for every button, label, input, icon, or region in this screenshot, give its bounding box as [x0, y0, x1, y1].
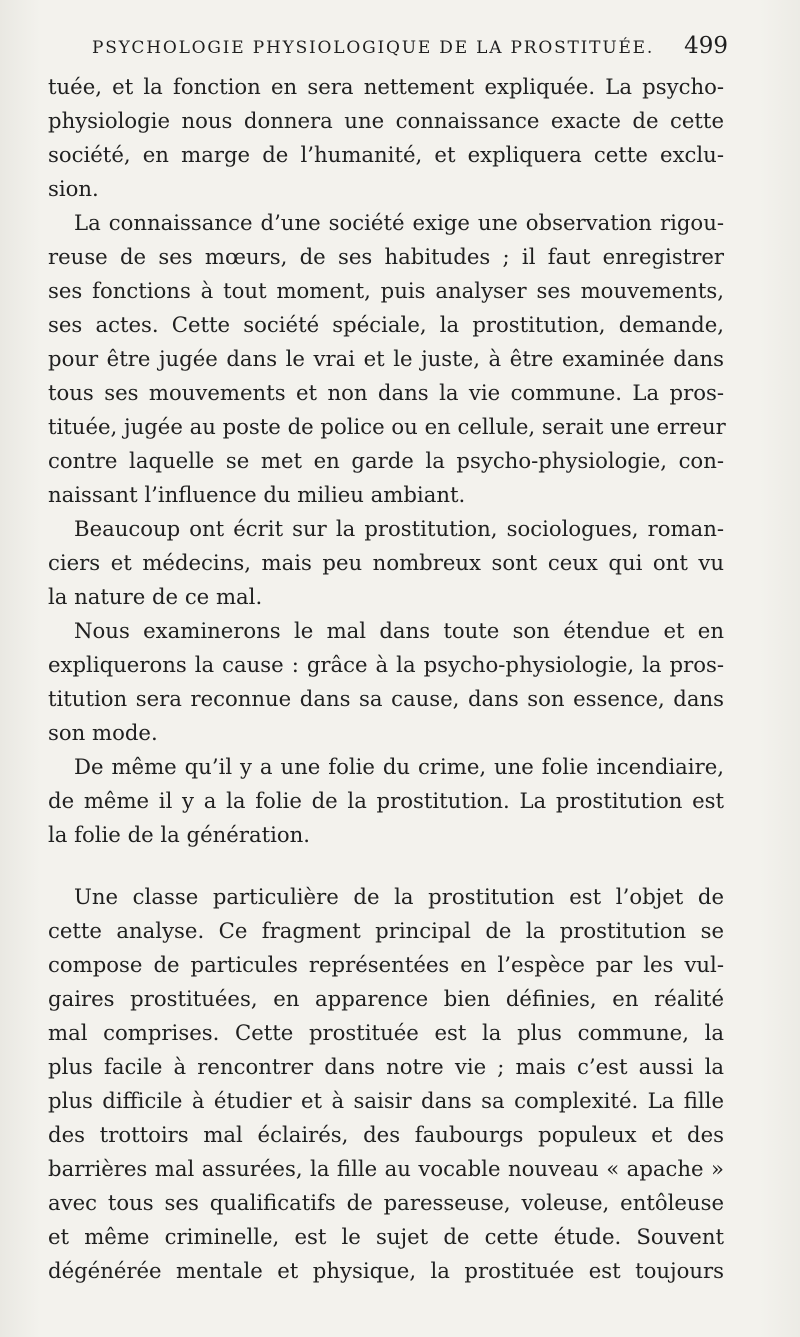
text-line: tous ses mouvements et non dans la vie commune. La pros- [48, 380, 724, 405]
text-line: physiologie nous donnera une connaissance exacte de cette [48, 108, 724, 133]
text-line: La connaissance d’une société exige une observation rigou- [74, 210, 724, 235]
text-line: Beaucoup ont écrit sur la prostitution, sociologues, roman- [74, 516, 724, 541]
text-line: avec tous ses qualificatifs de paresseuse, voleuse, entôleuse [48, 1190, 724, 1215]
text-line: gaires prostituées, en apparence bien définies, en réalité [48, 986, 724, 1011]
text-line: et même criminelle, est le sujet de cette étude. Souvent [48, 1224, 724, 1249]
text-line: ses fonctions à tout moment, puis analyser ses mouvements, [48, 278, 724, 303]
running-head [48, 33, 728, 64]
text-line: Nous examinerons le mal dans toute son étendue et en [74, 618, 724, 643]
text-line: ses actes. Cette société spéciale, la prostitution, demande, [48, 312, 724, 337]
text-line: des trottoirs mal éclairés, des faubourgs populeux et des [48, 1122, 724, 1147]
page-number: 499 [684, 33, 728, 59]
text-line: compose de particules représentées en l’espèce par les vul- [48, 952, 724, 977]
paragraph-3 [48, 512, 724, 614]
paragraph-4 [48, 614, 724, 750]
text-line: de même il y a la folie de la prostitution. La prostitution est [48, 788, 724, 813]
text-line: reuse de ses mœurs, de ses habitudes ; il faut enregistrer [48, 244, 724, 269]
text-line: expliquerons la cause : grâce à la psycho-physiologie, la pros- [48, 652, 724, 677]
body-text [48, 70, 724, 1288]
text-line: plus difficile à étudier et à saisir dans sa complexité. La fille [48, 1088, 724, 1113]
text-line: sion. [48, 176, 99, 201]
text-line: la folie de la génération. [48, 822, 311, 847]
paragraph-5 [48, 750, 724, 852]
paragraph-2 [48, 206, 724, 512]
text-line: dégénérée mentale et physique, la prostituée est toujours [48, 1258, 724, 1283]
paragraph-1 [48, 70, 724, 206]
text-line: tituée, jugée au poste de police ou en cellule, serait une erreur [48, 414, 726, 439]
section-gap [48, 852, 724, 880]
text-line: société, en marge de l’humanité, et expliquera cette exclu- [48, 142, 724, 167]
text-line: cette analyse. Ce fragment principal de la prostitution se [48, 918, 724, 943]
text-line: ciers et médecins, mais peu nombreux sont ceux qui ont vu [48, 550, 724, 575]
text-line: naissant l’influence du milieu ambiant. [48, 482, 466, 507]
running-title: PSYCHOLOGIE PHYSIOLOGIQUE DE LA PROSTITUÉE. [92, 38, 655, 58]
text-line: son mode. [48, 720, 158, 745]
text-line: pour être jugée dans le vrai et le juste, à être examinée dans [48, 346, 724, 371]
text-line: plus facile à rencontrer dans notre vie ; mais c’est aussi la [48, 1054, 724, 1079]
text-line: tuée, et la fonction en sera nettement expliquée. La psycho- [48, 74, 724, 99]
text-line: barrières mal assurées, la fille au vocable nouveau « apache » [48, 1156, 724, 1181]
text-line: mal comprises. Cette prostituée est la plus commune, la [48, 1020, 724, 1045]
text-line: titution sera reconnue dans sa cause, dans son essence, dans [48, 686, 724, 711]
paragraph-6 [48, 880, 724, 1288]
text-line: De même qu’il y a une folie du crime, une folie incendiaire, [74, 754, 724, 779]
text-line: Une classe particulière de la prostitution est l’objet de [74, 884, 724, 909]
text-line: la nature de ce mal. [48, 584, 263, 609]
text-line: contre laquelle se met en garde la psycho-physiologie, con- [48, 448, 724, 473]
